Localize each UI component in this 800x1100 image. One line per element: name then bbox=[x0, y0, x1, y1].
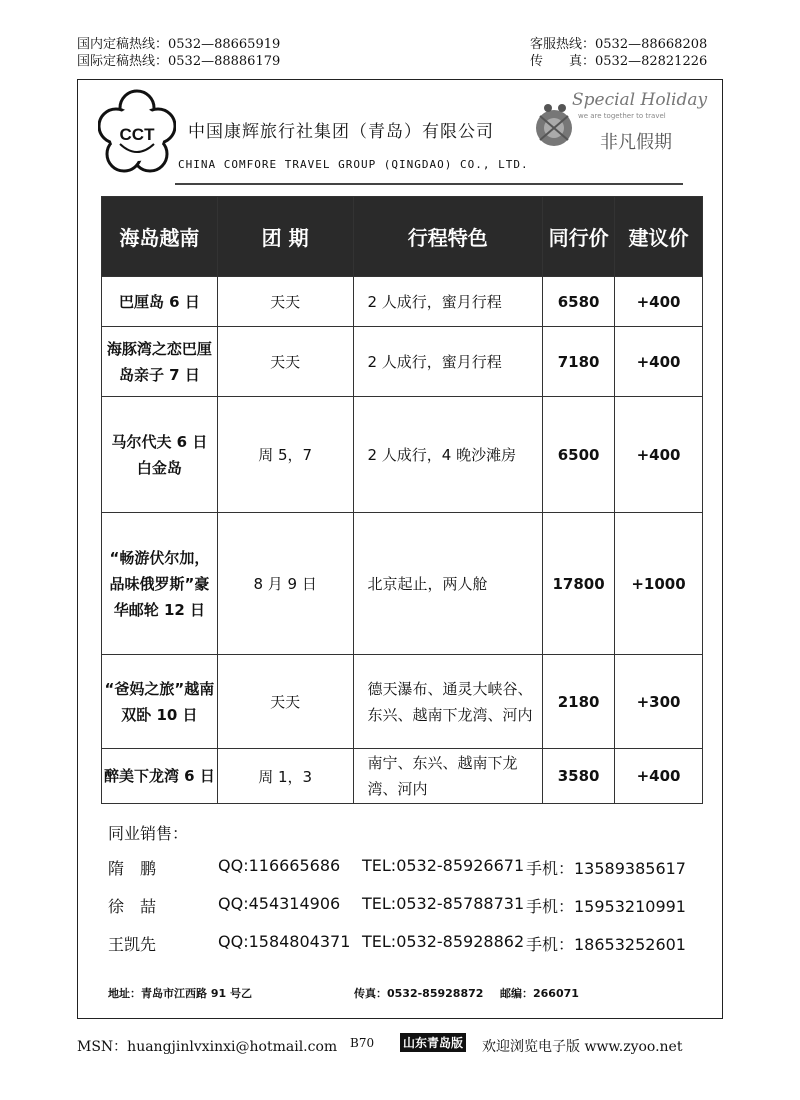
table-row bbox=[102, 277, 703, 327]
route-period: 周 1，3 bbox=[217, 749, 353, 804]
company-name-cn: 中国康辉旅行社集团（青岛）有限公司 bbox=[188, 122, 494, 142]
table-row bbox=[102, 397, 703, 513]
route-feature: 2 人成行，4 晚沙滩房 bbox=[353, 397, 543, 513]
route-name: “畅游伏尔加，品味俄罗斯”豪华邮轮 12 日 bbox=[102, 513, 218, 655]
route-price: 6500 bbox=[543, 397, 615, 513]
table-row bbox=[102, 655, 703, 749]
route-suggested-price: +400 bbox=[615, 749, 703, 804]
route-period: 天天 bbox=[217, 655, 353, 749]
sales-title: 同业销售： bbox=[108, 824, 189, 843]
route-period: 天天 bbox=[217, 327, 353, 397]
contact-qq: QQ:1584804371 bbox=[218, 932, 351, 951]
contact-mobile: 手机：15953210991 bbox=[526, 897, 686, 916]
table-header-row bbox=[102, 197, 703, 277]
contact-mobile: 手机：13589385617 bbox=[526, 859, 686, 878]
company-name-en: CHINA COMFORE TRAVEL GROUP (QINGDAO) CO., LTD. bbox=[178, 158, 529, 171]
route-suggested-price: +400 bbox=[615, 397, 703, 513]
header-period: 团 期 bbox=[217, 197, 353, 277]
route-price: 7180 bbox=[543, 327, 615, 397]
brand-cn: 非凡假期 bbox=[600, 132, 672, 153]
route-suggested-price: +300 bbox=[615, 655, 703, 749]
route-price: 6580 bbox=[543, 277, 615, 327]
route-name: 醉美下龙湾 6 日 bbox=[102, 749, 218, 804]
route-name: 马尔代夫 6 日 白金岛 bbox=[102, 397, 218, 513]
route-feature: 2 人成行，蜜月行程 bbox=[353, 277, 543, 327]
route-name: “爸妈之旅”越南双卧 10 日 bbox=[102, 655, 218, 749]
address: 地址：青岛市江西路 91 号乙 bbox=[108, 987, 252, 1000]
address-fax: 传真：0532-85928872 bbox=[354, 987, 484, 1000]
address-zip: 邮编：266071 bbox=[500, 987, 579, 1000]
header-suggested: 建议价 bbox=[615, 197, 703, 277]
contact-name: 王凯先 bbox=[108, 935, 157, 954]
sales-contact-row bbox=[108, 932, 686, 956]
contact-mobile: 手机：18653252601 bbox=[526, 935, 686, 954]
route-price: 3580 bbox=[543, 749, 615, 804]
route-price: 2180 bbox=[543, 655, 615, 749]
route-name: 巴厘岛 6 日 bbox=[102, 277, 218, 327]
cct-logo-icon bbox=[98, 88, 176, 184]
tour-table bbox=[101, 196, 703, 804]
service-hotlines bbox=[530, 36, 707, 70]
header-route: 海岛越南 bbox=[102, 197, 218, 277]
logo-text: CCT bbox=[119, 125, 155, 144]
contact-name: 徐 喆 bbox=[108, 897, 157, 916]
route-feature: 北京起止，两人舱 bbox=[353, 513, 543, 655]
route-feature: 2 人成行，蜜月行程 bbox=[353, 327, 543, 397]
table-row bbox=[102, 749, 703, 804]
contact-qq: QQ:116665686 bbox=[218, 856, 341, 875]
contact-name: 隋 鹏 bbox=[108, 859, 157, 878]
route-feature: 南宁、东兴、越南下龙湾、河内 bbox=[353, 749, 543, 804]
route-period: 8 月 9 日 bbox=[217, 513, 353, 655]
header-price: 同行价 bbox=[543, 197, 615, 277]
route-price: 17800 bbox=[543, 513, 615, 655]
route-suggested-price: +1000 bbox=[615, 513, 703, 655]
route-period: 天天 bbox=[217, 277, 353, 327]
contact-tel: TEL:0532-85926671 bbox=[362, 856, 525, 875]
contact-tel: TEL:0532-85788731 bbox=[362, 894, 525, 913]
route-suggested-price: +400 bbox=[615, 277, 703, 327]
domestic-hotlines bbox=[77, 36, 280, 70]
page-number: B70 bbox=[350, 1036, 375, 1050]
header-divider bbox=[175, 183, 683, 185]
table-row bbox=[102, 513, 703, 655]
fax-line: 传 真：0532—82821226 bbox=[530, 54, 708, 69]
contact-tel: TEL:0532-85928862 bbox=[362, 932, 525, 951]
sales-contact-row bbox=[108, 894, 686, 918]
route-feature: 德天瀑布、通灵大峡谷、东兴、越南下龙湾、河内 bbox=[353, 655, 543, 749]
sales-contact-row bbox=[108, 856, 686, 880]
edition-badge: 山东青岛版 bbox=[400, 1033, 466, 1052]
brand-title: Special Holiday bbox=[572, 90, 708, 110]
service-hotline: 客服热线：0532—88668208 bbox=[530, 37, 708, 52]
header-feature: 行程特色 bbox=[353, 197, 543, 277]
domestic-hotline: 国内定稿热线：0532—88665919 bbox=[77, 37, 281, 52]
route-suggested-price: +400 bbox=[615, 327, 703, 397]
brand-tagline: we are together to travel bbox=[578, 112, 666, 120]
footer-msn: MSN：huangjinlvxinxi@hotmail.com bbox=[77, 1039, 338, 1055]
table-row bbox=[102, 327, 703, 397]
route-name: 海豚湾之恋巴厘岛亲子 7 日 bbox=[102, 327, 218, 397]
footer-welcome: 欢迎浏览电子版 www.zyoo.net bbox=[482, 1039, 683, 1055]
route-period: 周 5，7 bbox=[217, 397, 353, 513]
contact-qq: QQ:454314906 bbox=[218, 894, 341, 913]
international-hotline: 国际定稿热线：0532—88886179 bbox=[77, 54, 281, 69]
